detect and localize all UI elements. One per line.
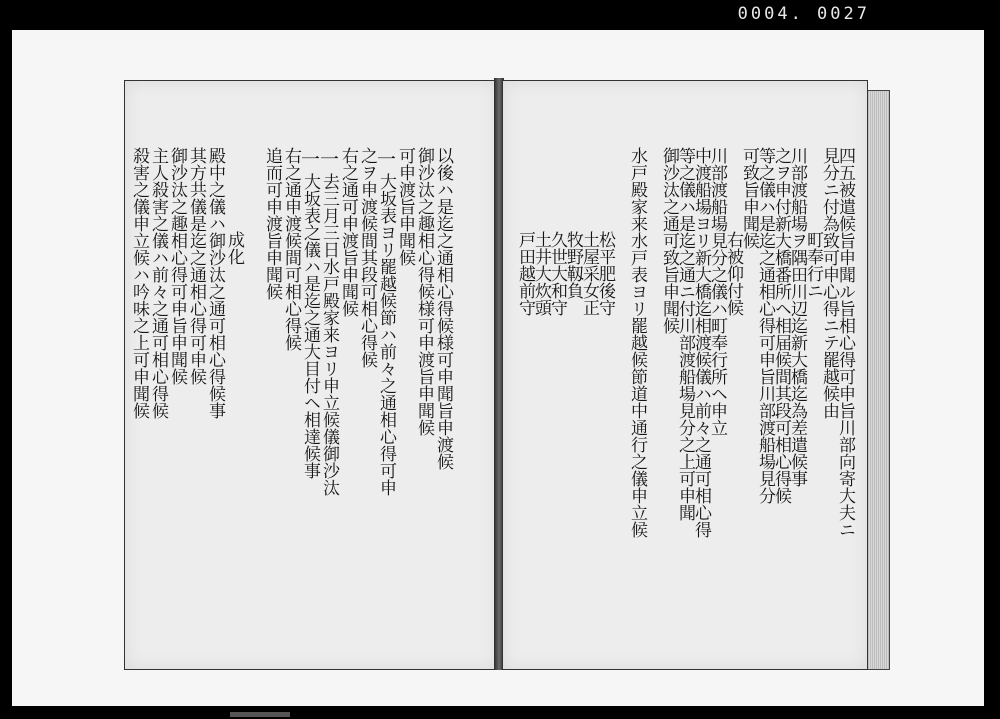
left-column-text: 御沙汰之趣相心得候様可申渡旨申聞候 [414,147,434,436]
right-column-text: 等之儀ハ是迄之通相心得可申旨川部渡船場見分 [755,147,775,504]
left-column-text: 其方共儀是迄之通相心得可申候 [186,147,206,385]
bottom-mark [230,712,290,717]
right-marker: 土井大炊頭 [531,231,551,316]
left-column-text: 御沙汰之趣相心得可申旨申聞候 [167,147,187,385]
right-marker: 牧野靱負 [563,231,583,299]
frame-number: 0004. 0027 [737,4,870,24]
right-column-text: 川部渡船場ヲ隅田川辺迄新大橋迄為差遣候事 [787,147,807,487]
right-marker: 久世大和守 [547,231,567,316]
right-marker: 右被仰付候 [723,231,743,316]
right-column-text: 四五被遣候旨申聞ル旨相心得可申旨川部向寄大夫ニ [835,147,855,538]
left-column-text: 右之通可申渡旨申聞候 [338,147,358,317]
left-column-text: 主人殺害之儀ハ前々之通可相心得候 [148,147,168,419]
left-column-text: 殺害之儀申立候ハ吟味之上可申聞候 [129,147,149,419]
right-marker: 土屋采女正 [579,231,599,316]
left-column-text: 殿中之儀ハ御沙汰之通可相心得候事 [205,147,225,419]
right-column-text: 可致旨申聞候 [739,147,759,249]
right-page [502,80,868,670]
right-column-text: 中渡船場ヨリ新大橋迄相渡候儀ハ前々之通可相心得 [691,147,711,538]
left-column-text: 追而可申渡旨申聞候 [262,147,282,300]
right-marker: 町奉行ニ [803,231,823,299]
left-marker: 一 [374,149,396,168]
left-column-text: 大坂表之儀ハ是迄之通大目付ヘ相達候事 [300,173,320,479]
right-marker: 松平肥後守 [595,231,615,316]
right-column-text: 水戸殿家来水戸表ヨリ罷越候節道中通行之儀申立候 [627,147,647,538]
right-column-text: 等之儀ハ是迄之通ニ付川部渡船場見分之上可申聞 [675,147,695,521]
right-column-text: 川部渡船場見分之儀ハ町奉行所ヘ申立 [707,147,727,436]
left-marker: 成化 [224,231,244,265]
left-column-text: 以後ハ是迄之通相心得候様可申聞旨申渡候 [433,147,453,470]
open-book [118,72,890,676]
left-column-text: 去三月三日水戸殿家来ヨリ申立候儀御沙汰 [319,173,339,496]
right-column-text: 見分ニ付為致可申心得ニテ罷越候由 [819,147,839,419]
left-column-text: 之ヲ申渡候間其段可相心得候 [357,147,377,368]
right-column-text: 御沙汰之通可致旨申聞候 [659,147,679,334]
left-column-text: 右之通申渡候間可相心得候 [281,147,301,351]
left-page [124,80,498,670]
right-column-text: 之ヲ申付新大橋番所ヘ相届候間其段可相心得候 [771,147,791,504]
left-marker: 一 [298,149,320,168]
left-marker: 一 [317,149,339,168]
right-marker: 戸田越前守 [515,231,535,316]
left-column-text: 可申渡旨申聞候 [395,147,415,266]
left-column-text: 大坂表ヨリ罷越候節ハ前々之通相心得可申 [376,173,396,496]
